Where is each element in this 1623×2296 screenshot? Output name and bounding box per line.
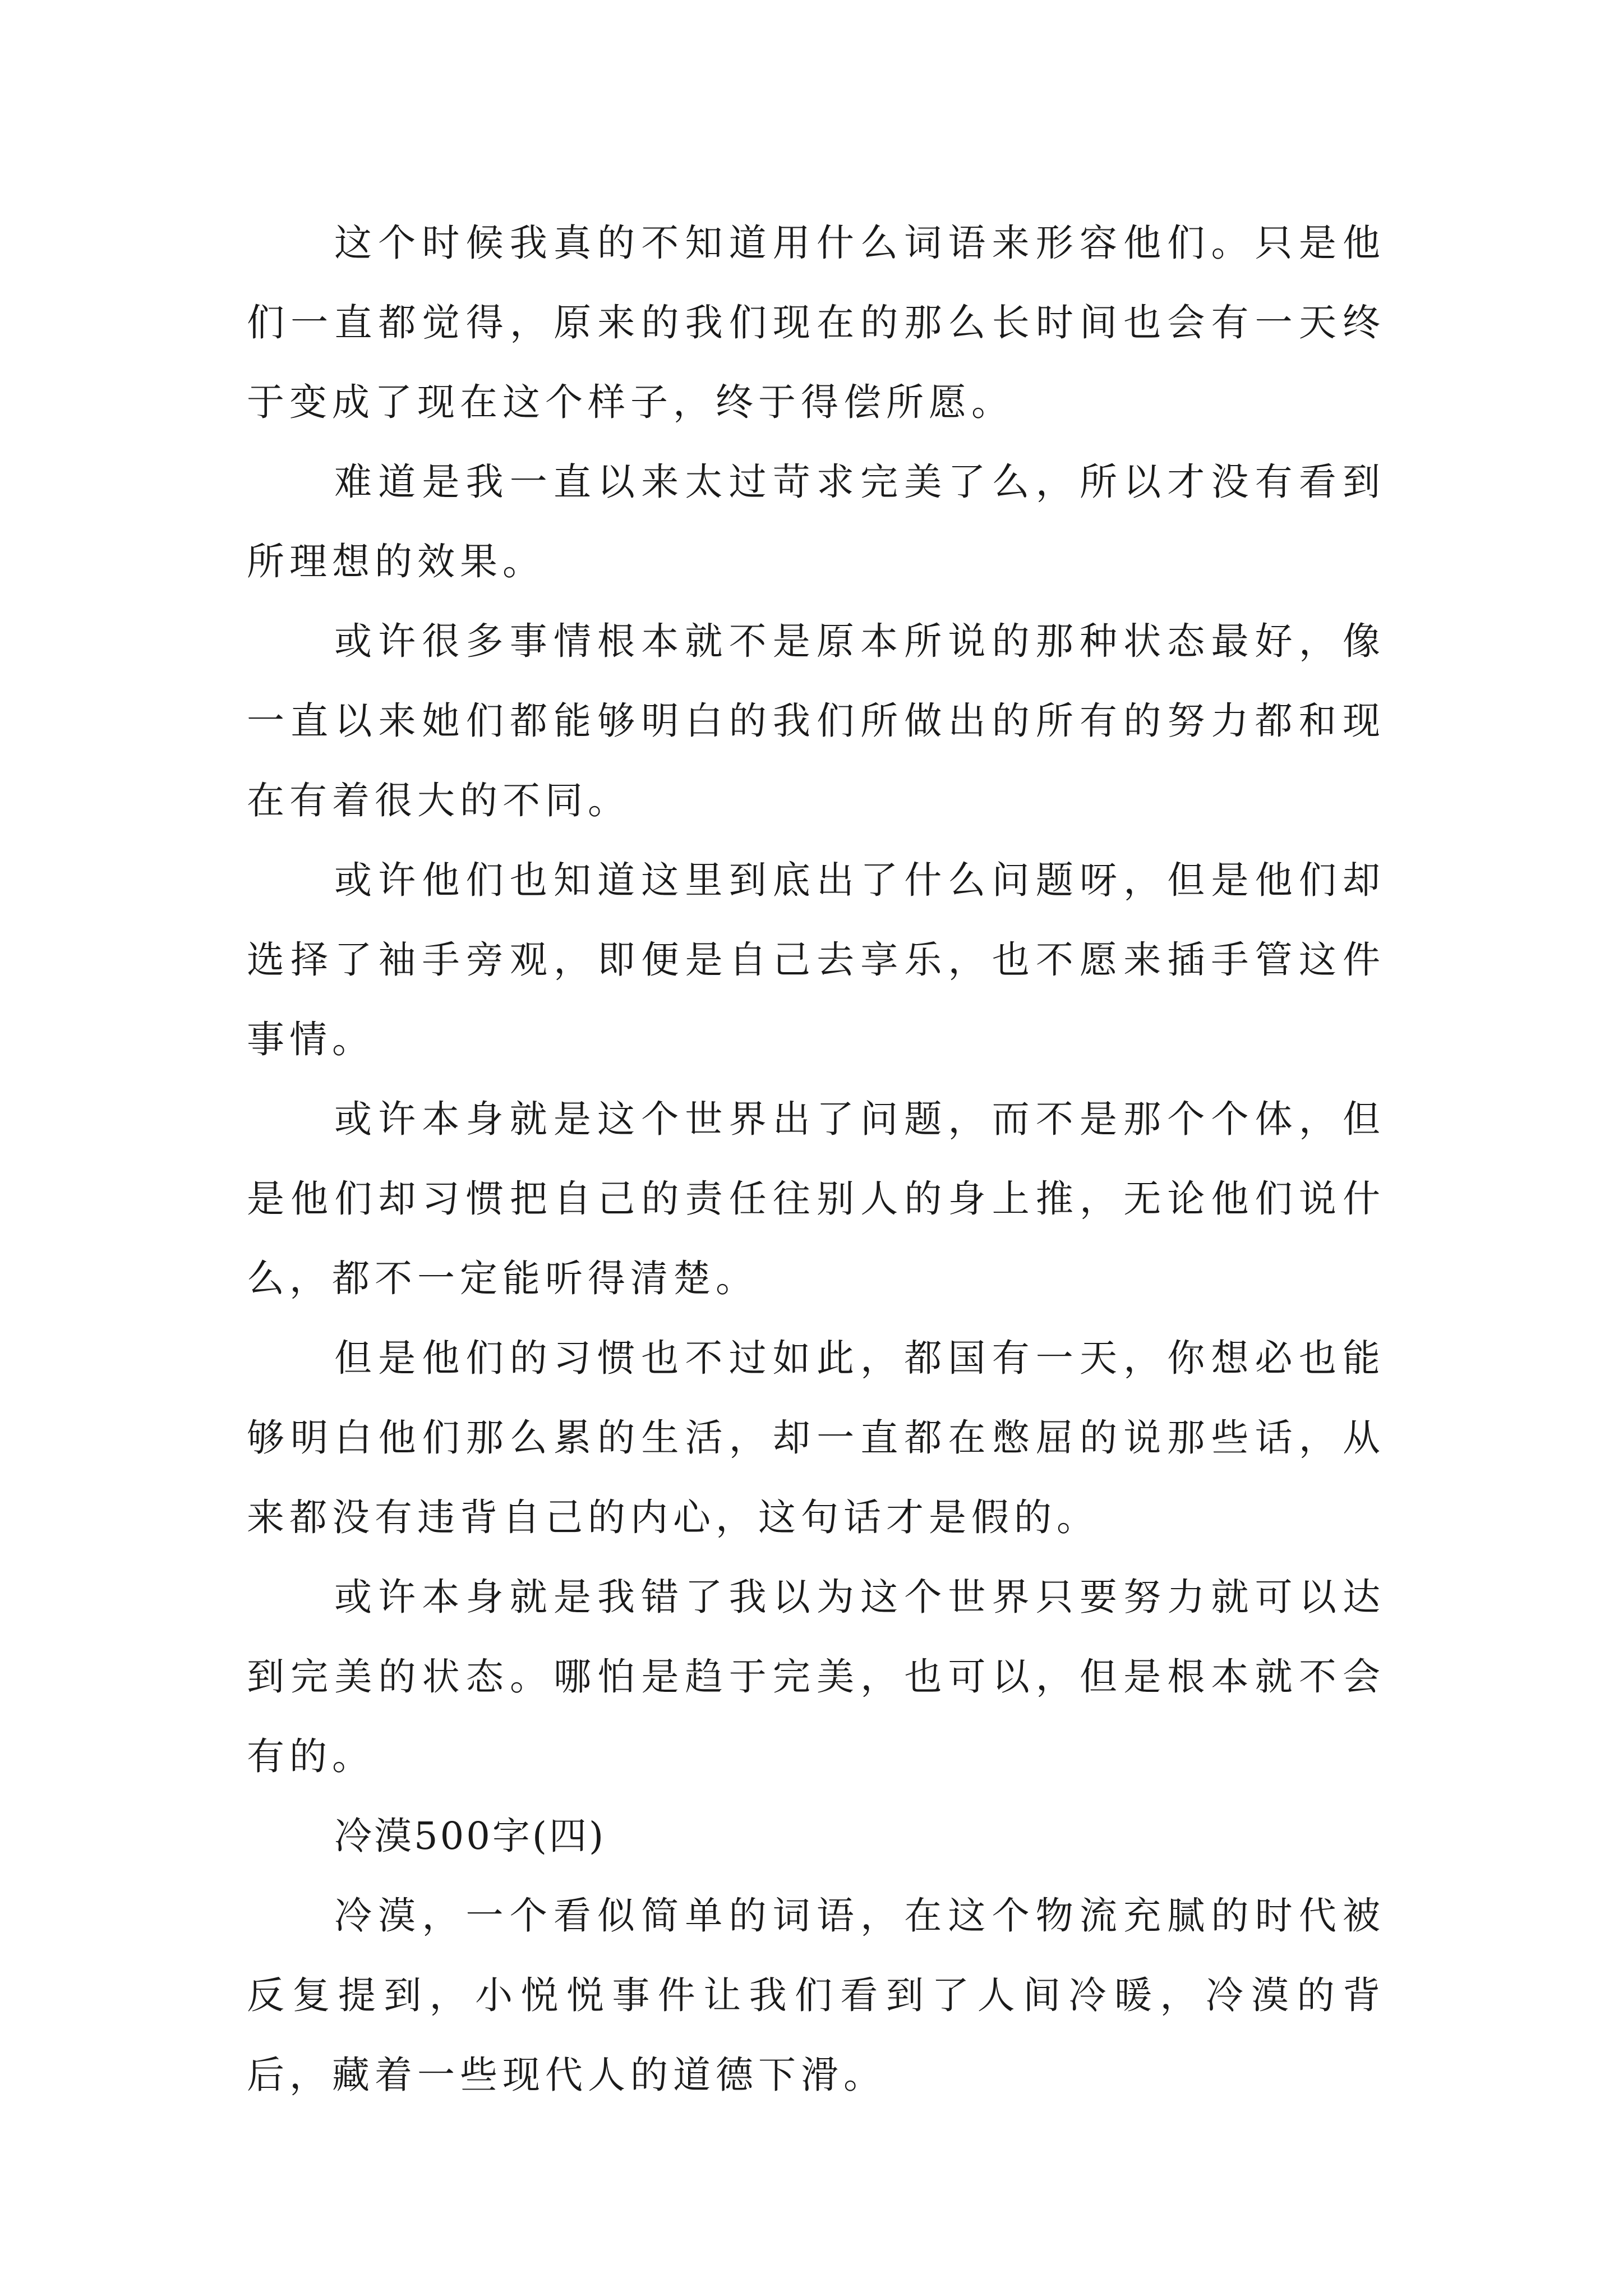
paragraph: 冷漠，一个看似简单的词语，在这个物流充腻的时代被反复提到，小悦悦事件让我们看到了人间冷暖，冷漠的背后，藏着一些现代人的道德下滑。 bbox=[247, 1894, 1385, 2097]
paragraph: 或许本身就是这个世界出了问题，而不是那个个体，但是他们却习惯把自己的责任往别人的身上推，无论他们说什么，都不一定能听得清楚。 bbox=[247, 1097, 1385, 1300]
paragraph: 或许他们也知道这里到底出了什么问题呀，但是他们却选择了袖手旁观，即便是自己去享乐，也不愿来插手管这件事情。 bbox=[247, 858, 1385, 1061]
paragraph: 但是他们的习惯也不过如此，都国有一天，你想必也能够明白他们那么累的生活，却一直都在憋屈的说那些话，从来都没有违背自己的内心，这句话才是假的。 bbox=[247, 1336, 1385, 1539]
paragraph: 难道是我一直以来太过苛求完美了么，所以才没有看到所理想的效果。 bbox=[247, 460, 1385, 583]
section-heading: 冷漠500字(四) bbox=[334, 1814, 606, 1858]
paragraph: 这个时候我真的不知道用什么词语来形容他们。只是他们一直都觉得，原来的我们现在的那么长时间也会有一天终于变成了现在这个样子，终于得偿所愿。 bbox=[247, 221, 1385, 424]
document-body bbox=[247, 203, 1385, 2115]
paragraph: 或许本身就是我错了我以为这个世界只要努力就可以达到完美的状态。哪怕是趋于完美，也可以，但是根本就不会有的。 bbox=[247, 1575, 1385, 1778]
paragraph: 或许很多事情根本就不是原本所说的那种状态最好，像一直以来她们都能够明白的我们所做出的所有的努力都和现在有着很大的不同。 bbox=[247, 619, 1385, 822]
